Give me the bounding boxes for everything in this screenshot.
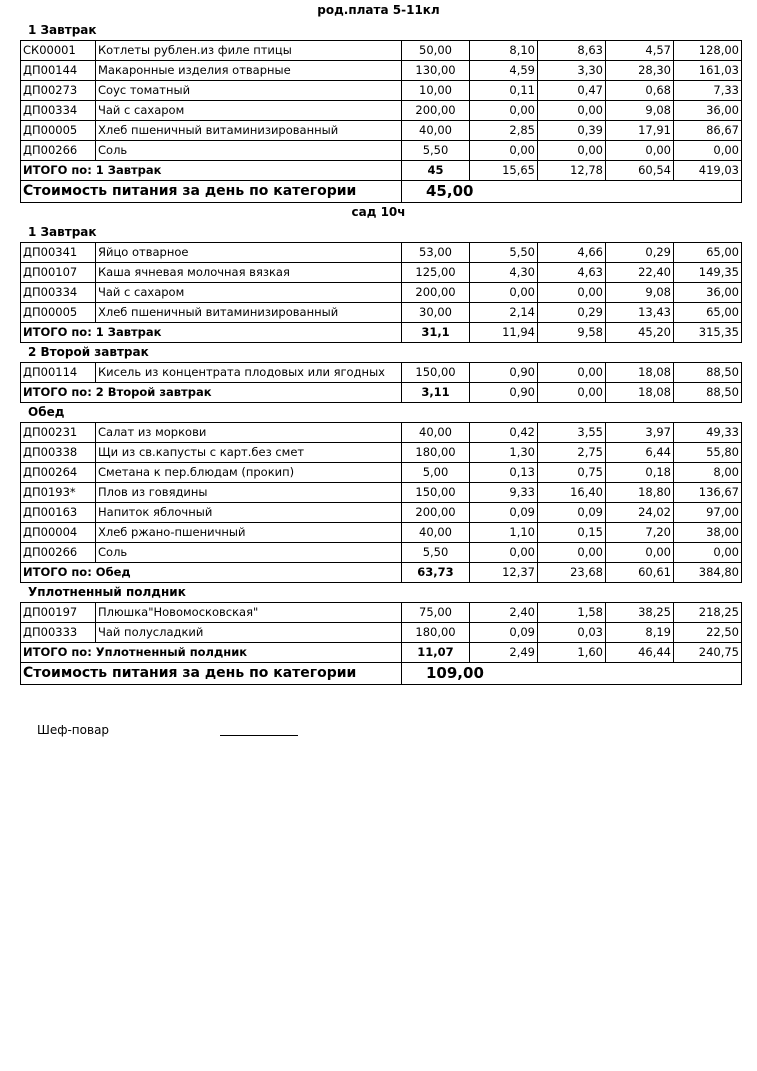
- item-quantity: 5,50: [402, 141, 470, 161]
- item-quantity: 180,00: [402, 623, 470, 643]
- item-fat: 2,75: [538, 443, 606, 463]
- section-label: 1 Завтрак: [28, 225, 97, 239]
- item-fat: 1,58: [538, 603, 606, 623]
- item-quantity: 200,00: [402, 101, 470, 121]
- signature-line: [220, 735, 298, 736]
- item-calories: 136,67: [674, 483, 742, 503]
- item-quantity: 150,00: [402, 363, 470, 383]
- item-calories: 161,03: [674, 61, 742, 81]
- total-quantity: 3,11: [402, 383, 470, 403]
- item-name: Плюшка"Новомосковская": [96, 603, 402, 623]
- table-row: [21, 101, 742, 121]
- item-calories: 218,25: [674, 603, 742, 623]
- item-calories: 97,00: [674, 503, 742, 523]
- total-carbs: 60,54: [606, 161, 674, 181]
- block-title: сад 10ч: [351, 205, 406, 219]
- day-cost-label: Стоимость питания за день по категории: [21, 663, 402, 685]
- item-calories: 36,00: [674, 101, 742, 121]
- total-protein: 2,49: [470, 643, 538, 663]
- item-carbs: 7,20: [606, 523, 674, 543]
- item-carbs: 18,80: [606, 483, 674, 503]
- item-quantity: 30,00: [402, 303, 470, 323]
- table-row: [21, 463, 742, 483]
- item-code: ДП00334: [21, 283, 96, 303]
- item-fat: 0,09: [538, 503, 606, 523]
- item-name: Соль: [96, 141, 402, 161]
- menu-table: [20, 242, 742, 343]
- item-code: ДП00338: [21, 443, 96, 463]
- item-code: ДП00107: [21, 263, 96, 283]
- item-carbs: 8,19: [606, 623, 674, 643]
- section-label: Обед: [28, 405, 65, 419]
- item-protein: 5,50: [470, 243, 538, 263]
- item-name: Хлеб пшеничный витаминизированный: [96, 303, 402, 323]
- total-fat: 23,68: [538, 563, 606, 583]
- item-calories: 65,00: [674, 243, 742, 263]
- item-protein: 2,14: [470, 303, 538, 323]
- total-calories: 315,35: [674, 323, 742, 343]
- item-calories: 7,33: [674, 81, 742, 101]
- item-code: ДП00266: [21, 543, 96, 563]
- table-row: [21, 523, 742, 543]
- item-name: Яйцо отварное: [96, 243, 402, 263]
- total-protein: 11,94: [470, 323, 538, 343]
- item-name: Котлеты рублен.из филе птицы: [96, 41, 402, 61]
- item-calories: 36,00: [674, 283, 742, 303]
- total-carbs: 18,08: [606, 383, 674, 403]
- item-carbs: 0,18: [606, 463, 674, 483]
- item-name: Щи из св.капусты с карт.без смет: [96, 443, 402, 463]
- item-protein: 9,33: [470, 483, 538, 503]
- item-protein: 0,09: [470, 503, 538, 523]
- total-row: [21, 563, 742, 583]
- item-quantity: 40,00: [402, 523, 470, 543]
- item-name: Чай полусладкий: [96, 623, 402, 643]
- item-carbs: 0,00: [606, 141, 674, 161]
- item-carbs: 0,00: [606, 543, 674, 563]
- item-protein: 0,90: [470, 363, 538, 383]
- item-fat: 0,39: [538, 121, 606, 141]
- item-carbs: 17,91: [606, 121, 674, 141]
- total-label: ИТОГО по: 1 Завтрак: [21, 161, 402, 181]
- day-cost-label: Стоимость питания за день по категории: [21, 181, 402, 203]
- total-row: [21, 383, 742, 403]
- total-fat: 1,60: [538, 643, 606, 663]
- table-row: [21, 81, 742, 101]
- item-name: Плов из говядины: [96, 483, 402, 503]
- item-code: ДП00273: [21, 81, 96, 101]
- item-name: Чай с сахаром: [96, 101, 402, 121]
- section-label: 1 Завтрак: [28, 23, 97, 37]
- item-fat: 0,03: [538, 623, 606, 643]
- item-calories: 55,80: [674, 443, 742, 463]
- item-code: ДП00334: [21, 101, 96, 121]
- item-code: ДП00231: [21, 423, 96, 443]
- total-calories: 384,80: [674, 563, 742, 583]
- item-name: Напиток яблочный: [96, 503, 402, 523]
- table-row: [21, 483, 742, 503]
- item-fat: 3,30: [538, 61, 606, 81]
- block-title: род.плата 5-11кл: [317, 3, 440, 17]
- total-carbs: 46,44: [606, 643, 674, 663]
- item-name: Каша ячневая молочная вязкая: [96, 263, 402, 283]
- item-calories: 0,00: [674, 543, 742, 563]
- menu-table: [20, 40, 742, 203]
- total-row: [21, 643, 742, 663]
- item-quantity: 125,00: [402, 263, 470, 283]
- menu-table: [20, 422, 742, 583]
- item-carbs: 3,97: [606, 423, 674, 443]
- item-code: ДП00005: [21, 303, 96, 323]
- item-protein: 0,13: [470, 463, 538, 483]
- item-name: Макаронные изделия отварные: [96, 61, 402, 81]
- item-quantity: 5,50: [402, 543, 470, 563]
- total-carbs: 60,61: [606, 563, 674, 583]
- total-label: ИТОГО по: 1 Завтрак: [21, 323, 402, 343]
- item-code: ДП00197: [21, 603, 96, 623]
- item-fat: 0,00: [538, 101, 606, 121]
- day-cost-row: [21, 181, 742, 203]
- item-protein: 1,30: [470, 443, 538, 463]
- item-calories: 128,00: [674, 41, 742, 61]
- item-calories: 22,50: [674, 623, 742, 643]
- item-carbs: 0,68: [606, 81, 674, 101]
- item-carbs: 9,08: [606, 101, 674, 121]
- item-name: Кисель из концентрата плодовых или ягодных: [96, 363, 402, 383]
- item-fat: 0,00: [538, 283, 606, 303]
- item-calories: 0,00: [674, 141, 742, 161]
- total-row: [21, 323, 742, 343]
- item-calories: 65,00: [674, 303, 742, 323]
- item-fat: 0,29: [538, 303, 606, 323]
- table-row: [21, 443, 742, 463]
- table-row: [21, 423, 742, 443]
- day-cost-value: 45,00: [402, 181, 742, 203]
- item-quantity: 40,00: [402, 423, 470, 443]
- item-carbs: 9,08: [606, 283, 674, 303]
- table-row: [21, 603, 742, 623]
- item-quantity: 50,00: [402, 41, 470, 61]
- total-calories: 88,50: [674, 383, 742, 403]
- item-fat: 4,66: [538, 243, 606, 263]
- item-carbs: 24,02: [606, 503, 674, 523]
- item-fat: 4,63: [538, 263, 606, 283]
- section-label: 2 Второй завтрак: [28, 345, 149, 359]
- item-calories: 86,67: [674, 121, 742, 141]
- item-carbs: 28,30: [606, 61, 674, 81]
- item-calories: 88,50: [674, 363, 742, 383]
- table-row: [21, 363, 742, 383]
- item-fat: 0,75: [538, 463, 606, 483]
- table-row: [21, 141, 742, 161]
- item-code: ДП00004: [21, 523, 96, 543]
- item-quantity: 10,00: [402, 81, 470, 101]
- total-protein: 0,90: [470, 383, 538, 403]
- table-row: [21, 61, 742, 81]
- item-fat: 3,55: [538, 423, 606, 443]
- item-calories: 49,33: [674, 423, 742, 443]
- item-protein: 8,10: [470, 41, 538, 61]
- table-row: [21, 243, 742, 263]
- menu-table: [20, 602, 742, 685]
- item-code: ДП0193*: [21, 483, 96, 503]
- total-fat: 12,78: [538, 161, 606, 181]
- item-name: Соус томатный: [96, 81, 402, 101]
- item-name: Салат из моркови: [96, 423, 402, 443]
- item-protein: 0,00: [470, 543, 538, 563]
- total-carbs: 45,20: [606, 323, 674, 343]
- menu-table: [20, 362, 742, 403]
- item-calories: 38,00: [674, 523, 742, 543]
- total-calories: 240,75: [674, 643, 742, 663]
- item-quantity: 5,00: [402, 463, 470, 483]
- signature-label: Шеф-повар: [37, 723, 110, 737]
- total-quantity: 63,73: [402, 563, 470, 583]
- item-protein: 2,40: [470, 603, 538, 623]
- section-label: Уплотненный полдник: [28, 585, 186, 599]
- item-fat: 0,47: [538, 81, 606, 101]
- item-quantity: 53,00: [402, 243, 470, 263]
- item-carbs: 22,40: [606, 263, 674, 283]
- item-code: ДП00341: [21, 243, 96, 263]
- item-carbs: 38,25: [606, 603, 674, 623]
- total-label: ИТОГО по: Обед: [21, 563, 402, 583]
- item-carbs: 4,57: [606, 41, 674, 61]
- item-calories: 149,35: [674, 263, 742, 283]
- item-quantity: 130,00: [402, 61, 470, 81]
- total-protein: 12,37: [470, 563, 538, 583]
- total-quantity: 11,07: [402, 643, 470, 663]
- item-fat: 0,00: [538, 363, 606, 383]
- total-label: ИТОГО по: Уплотненный полдник: [21, 643, 402, 663]
- item-code: ДП00114: [21, 363, 96, 383]
- total-calories: 419,03: [674, 161, 742, 181]
- item-code: СК00001: [21, 41, 96, 61]
- table-row: [21, 303, 742, 323]
- item-carbs: 6,44: [606, 443, 674, 463]
- item-name: Чай с сахаром: [96, 283, 402, 303]
- total-fat: 9,58: [538, 323, 606, 343]
- item-fat: 0,00: [538, 141, 606, 161]
- item-code: ДП00264: [21, 463, 96, 483]
- table-row: [21, 41, 742, 61]
- item-code: ДП00266: [21, 141, 96, 161]
- item-carbs: 18,08: [606, 363, 674, 383]
- item-protein: 0,42: [470, 423, 538, 443]
- day-cost-row: [21, 663, 742, 685]
- total-label: ИТОГО по: 2 Второй завтрак: [21, 383, 402, 403]
- item-protein: 0,09: [470, 623, 538, 643]
- item-calories: 8,00: [674, 463, 742, 483]
- item-fat: 16,40: [538, 483, 606, 503]
- item-quantity: 40,00: [402, 121, 470, 141]
- item-protein: 4,59: [470, 61, 538, 81]
- item-name: Соль: [96, 543, 402, 563]
- item-quantity: 150,00: [402, 483, 470, 503]
- item-protein: 0,00: [470, 101, 538, 121]
- item-name: Хлеб пшеничный витаминизированный: [96, 121, 402, 141]
- item-code: ДП00163: [21, 503, 96, 523]
- total-quantity: 31,1: [402, 323, 470, 343]
- item-name: Хлеб ржано-пшеничный: [96, 523, 402, 543]
- item-carbs: 13,43: [606, 303, 674, 323]
- table-row: [21, 623, 742, 643]
- item-protein: 4,30: [470, 263, 538, 283]
- item-code: ДП00144: [21, 61, 96, 81]
- item-fat: 0,15: [538, 523, 606, 543]
- total-row: [21, 161, 742, 181]
- item-quantity: 200,00: [402, 503, 470, 523]
- item-protein: 2,85: [470, 121, 538, 141]
- table-row: [21, 121, 742, 141]
- item-protein: 0,11: [470, 81, 538, 101]
- item-name: Сметана к пер.блюдам (прокип): [96, 463, 402, 483]
- item-carbs: 0,29: [606, 243, 674, 263]
- total-quantity: 45: [402, 161, 470, 181]
- table-row: [21, 543, 742, 563]
- item-fat: 0,00: [538, 543, 606, 563]
- table-row: [21, 503, 742, 523]
- table-row: [21, 283, 742, 303]
- total-fat: 0,00: [538, 383, 606, 403]
- item-quantity: 180,00: [402, 443, 470, 463]
- item-quantity: 75,00: [402, 603, 470, 623]
- item-protein: 1,10: [470, 523, 538, 543]
- table-row: [21, 263, 742, 283]
- day-cost-value: 109,00: [402, 663, 742, 685]
- item-quantity: 200,00: [402, 283, 470, 303]
- item-code: ДП00005: [21, 121, 96, 141]
- item-code: ДП00333: [21, 623, 96, 643]
- item-fat: 8,63: [538, 41, 606, 61]
- item-protein: 0,00: [470, 141, 538, 161]
- total-protein: 15,65: [470, 161, 538, 181]
- item-protein: 0,00: [470, 283, 538, 303]
